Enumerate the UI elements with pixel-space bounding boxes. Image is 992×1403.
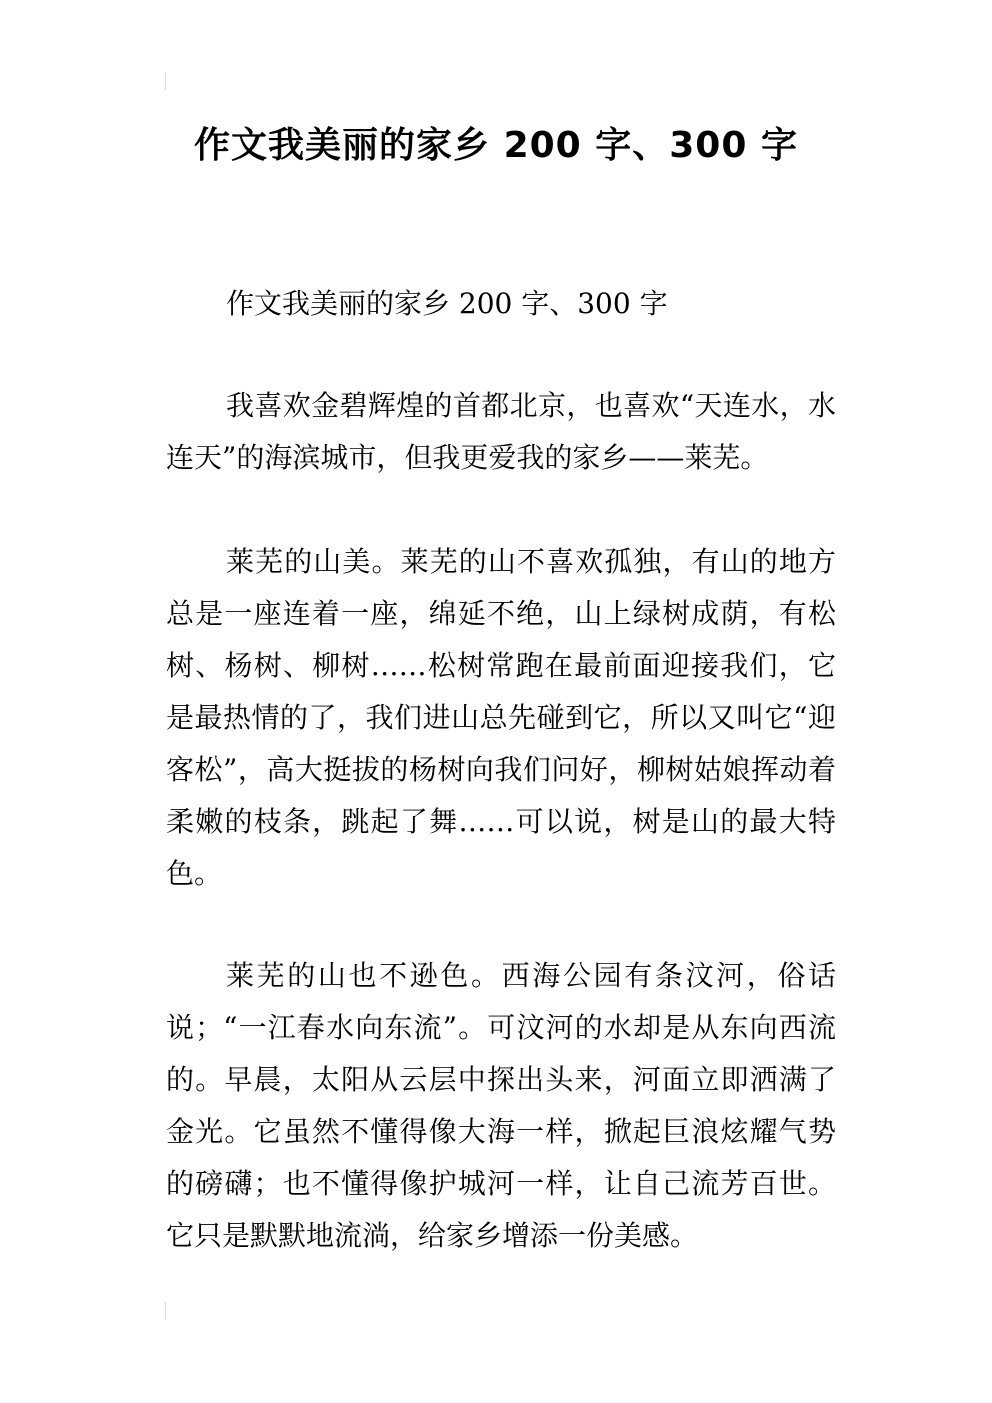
document-title: 作文我美丽的家乡 200 字、300 字 [194, 125, 798, 166]
paragraph-mountains: 莱芜的山美。莱芜的山不喜欢孤独，有山的地方总是一座连着一座，绵延不绝，山上绿树成荫，有松树、杨树、柳树……松树常跑在最前面迎接我们，它是最热情的了，我们进山总先碰到它，所以又叫它“迎客松”，高大挺拔的杨树向我们问好，柳树姑娘挥动着柔嫩的枝条，跳起了舞……可以说，树是山的最大特色。 [166, 545, 836, 890]
paragraph-river: 莱芜的山也不逊色。西海公园有条汶河，俗话说；“一江春水向东流”。可汶河的水却是从东向西流的。早晨，太阳从云层中探出头来，河面立即洒满了金光。它虽然不懂得像大海一样，掀起巨浪炫耀气势的磅礴；也不懂得像护城河一样，让自己流芳百世。它只是默默地流淌，给家乡增添一份美感。 [166, 959, 836, 1252]
paragraph-intro: 我喜欢金碧辉煌的首都北京，也喜欢“天连水，水连天”的海滨城市，但我更爱我的家乡——莱芜。 [166, 389, 836, 474]
page-margin-mark [165, 72, 166, 90]
document-subtitle: 作文我美丽的家乡 200 字、300 字 [226, 287, 668, 320]
page-margin-mark [165, 1302, 166, 1320]
